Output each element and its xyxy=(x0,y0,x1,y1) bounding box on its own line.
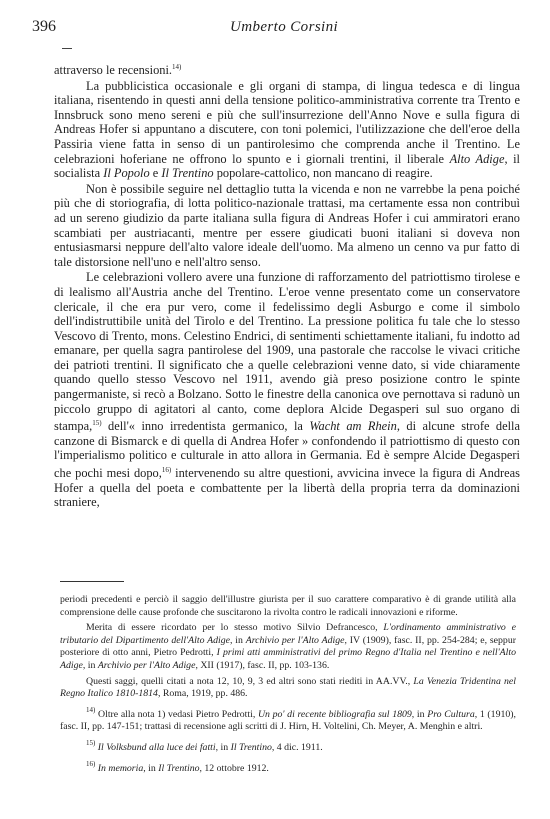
header-dash xyxy=(62,48,72,49)
paragraph xyxy=(54,270,520,510)
work-title: La Venezia Tridentina nel Regno Italico 1810-1814 xyxy=(60,675,516,700)
text-run: Non è possibile seguire nel dettaglio tutta la vicenda e non ne varrebbe la pena poiché più che di storiografia, di lotta politico-nazionale trattasi, ma certamente essa non contribuì ad un sereno giudizio da parte italiana sulla figura di Andreas Hofer i cui ammiratori erano scambiati per austriacanti, mentre per essere giudicati buoni italiani si doveva non entusiasmarsi neppure dell'alto valore ideale dell'uomo. Ma almeno un cenno va pur fatto di tale distorsione nell'uno e nell'altro senso. xyxy=(54,181,520,269)
footnote-ref: 15) xyxy=(92,419,102,428)
text-run: Le celebrazioni vollero avere una funzione di rafforzamento del patriottismo tirolese e di lealismo all'Austria anche del Trentino. L'eroe venne presentato come un conservatore clericale, il che era pur vero, come il fedelissimo degli Asburgo e come il simbolo dell'indistruttibile unità del Tirolo e del Trentino. La pressione politica fu tale che lo stesso Vescovo di Trento, mons. Celestino Endrici, di sentimenti schiettamente italiani, fu indotto ad emanare, per quella sagra pantirolese del 1909, una pastorale che raccolse le vivaci critiche dei patrioti trentini. Il significato che a quelle celebrazioni venne dato, si vide chiaramente quando quello stesso Vescovo nel 1911, avendo già preso posizione contro le spinte pangermaniste, si recò a Bolzano. Sotto le finestre della canonica ove pernottava si radunò un piccolo gruppo di agitatori al canto, come deplora Alcide Degasperi sul suo organo di stampa, xyxy=(54,270,520,434)
text-run: e xyxy=(149,166,162,181)
paragraph xyxy=(54,182,520,270)
journal-title: Il Trentino xyxy=(230,741,272,753)
text-run: , IV (1909), fasc. II, pp. 254-284; e, seppur posteriore di otto anni, xyxy=(60,634,516,659)
footnote-number: 15) xyxy=(86,738,96,747)
footnote xyxy=(60,594,516,619)
journal-title: Archivio per l'Alto Adige xyxy=(245,634,345,646)
text-run: , XII (1917), fasc. II, pp. 103-136. xyxy=(195,659,330,671)
text-run: Merita di essere ricordato per lo stesso motivo xyxy=(86,622,297,634)
author-name: Pietro Pedrotti xyxy=(153,647,212,659)
footnote-separator xyxy=(60,581,124,582)
text-run: , 1 (1910), fasc. II, pp. 147-151; trattasi di recensione agli scritti di J. Hirn, H. Voltelini, Ch. Meyer, A. Menghin e altri. xyxy=(60,708,516,733)
text-run: , Roma, 1919, pp. 486. xyxy=(157,688,248,700)
text-run: , 4 dic. 1911. xyxy=(271,741,323,753)
main-text xyxy=(54,60,520,510)
footnotes xyxy=(60,594,516,778)
text-run: , il socialista xyxy=(54,151,520,181)
author-name: Silvio Defrancesco xyxy=(296,622,376,634)
newspaper-title: Il Trentino xyxy=(161,166,214,181)
text-run: , xyxy=(375,622,384,634)
text-run: Questi saggi, quelli citati a nota 12, 10, 9, 3 ed altri sono stati riediti in AA.VV., xyxy=(86,675,414,687)
journal-title: Il Trentino xyxy=(158,762,200,774)
footnote-15 xyxy=(60,737,516,755)
paragraph xyxy=(54,60,520,78)
text-run: , in xyxy=(229,634,246,646)
page-header xyxy=(32,18,518,40)
footnote-number: 14) xyxy=(86,705,96,714)
song-title: Wacht am Rhein xyxy=(309,419,397,434)
footnote-ref: 16) xyxy=(161,466,172,475)
footnote xyxy=(60,676,516,701)
author-name: Pietro Pedrotti xyxy=(195,708,253,720)
work-title: Il Volksbund alla luce dei fatti xyxy=(97,741,216,753)
text-run: , 12 ottobre 1912. xyxy=(199,762,269,774)
work-title: Un po' di recente bibliografia sul 1809 xyxy=(257,708,412,720)
text-run: , xyxy=(211,647,217,659)
journal-title: Pro Cultura xyxy=(427,708,475,720)
running-head: Umberto Corsini xyxy=(230,19,339,35)
newspaper-title: Il Popolo xyxy=(103,166,150,181)
text-run: , in xyxy=(411,708,428,720)
footnote-number: 16) xyxy=(86,759,96,768)
text-run: intervenendo su altre questioni, avvicina invece la figura di Andreas Hofer a quella del poeta e combattente per la libertà della propria terra da dominazioni straniere, xyxy=(54,466,520,510)
work-title: In memoria xyxy=(97,762,144,774)
footnote-ref: 14) xyxy=(172,63,182,71)
newspaper-title: Alto Adige xyxy=(449,151,505,166)
text-run: , in xyxy=(82,659,98,671)
text-run: La pubblicistica occasionale e gli organi di stampa, di lingua tedesca e di lingua italiana, risentendo in questi anni della tensione politico-amministrativa corrente tra Trento e Innsbruck sono meno sereni e più che sull'insurrezione dell'Anno Nove e sulla figura di Andreas Hofer si appuntano a discutere, con toni polemici, l'utilizzazione che dell'eroe della Passiria viene fatta in senso di un pantirolesimo che comprenda anche il Trentino. Le celebrazioni hoferiane ne offrono lo spunto e i giornali trentini, il liberale xyxy=(54,78,520,166)
text-run: Oltre alla nota 1) vedasi xyxy=(95,708,196,720)
text-run: periodi precedenti e perciò il saggio dell'illustre giurista per il suo carattere comparativo è di grande utilità alla comprensione delle cause profonde che suscitarono la rivolta contro le radicali innovazioni e riforme. xyxy=(60,594,516,618)
paragraph xyxy=(54,79,520,181)
text-run: attraverso le recensioni. xyxy=(54,63,173,77)
text-run: , xyxy=(252,708,258,720)
work-title: L'ordinamento amministrativo e tributario del Dipartimento dell'Alto Adige xyxy=(60,622,517,646)
text-run: , in xyxy=(143,762,159,774)
footnote-14 xyxy=(60,704,516,734)
footnote xyxy=(60,622,516,672)
page-number: 396 xyxy=(32,18,56,35)
footnote-16 xyxy=(60,758,516,776)
work-title: I primi atti amministrativi del primo Regno d'Italia nel Trentino e nell'Alto Adige xyxy=(60,647,517,671)
text-run: , di alcune strofe della canzone di Bismarck e di quella di Andrea Hofer » confondendo il patriottismo di questo con l'imperialismo politico e culturale in atto allora in Germania. Ed è sempre Alcide Degasperi che pochi mesi dopo, xyxy=(54,419,520,481)
text-run: popolare-cattolico, non mancano di reagire. xyxy=(213,166,433,181)
text-run: , in xyxy=(215,741,231,753)
journal-title: Archivio per l'Alto Adige xyxy=(97,659,196,671)
text-run: dell'« inno irredentista germanico, la xyxy=(101,419,310,434)
